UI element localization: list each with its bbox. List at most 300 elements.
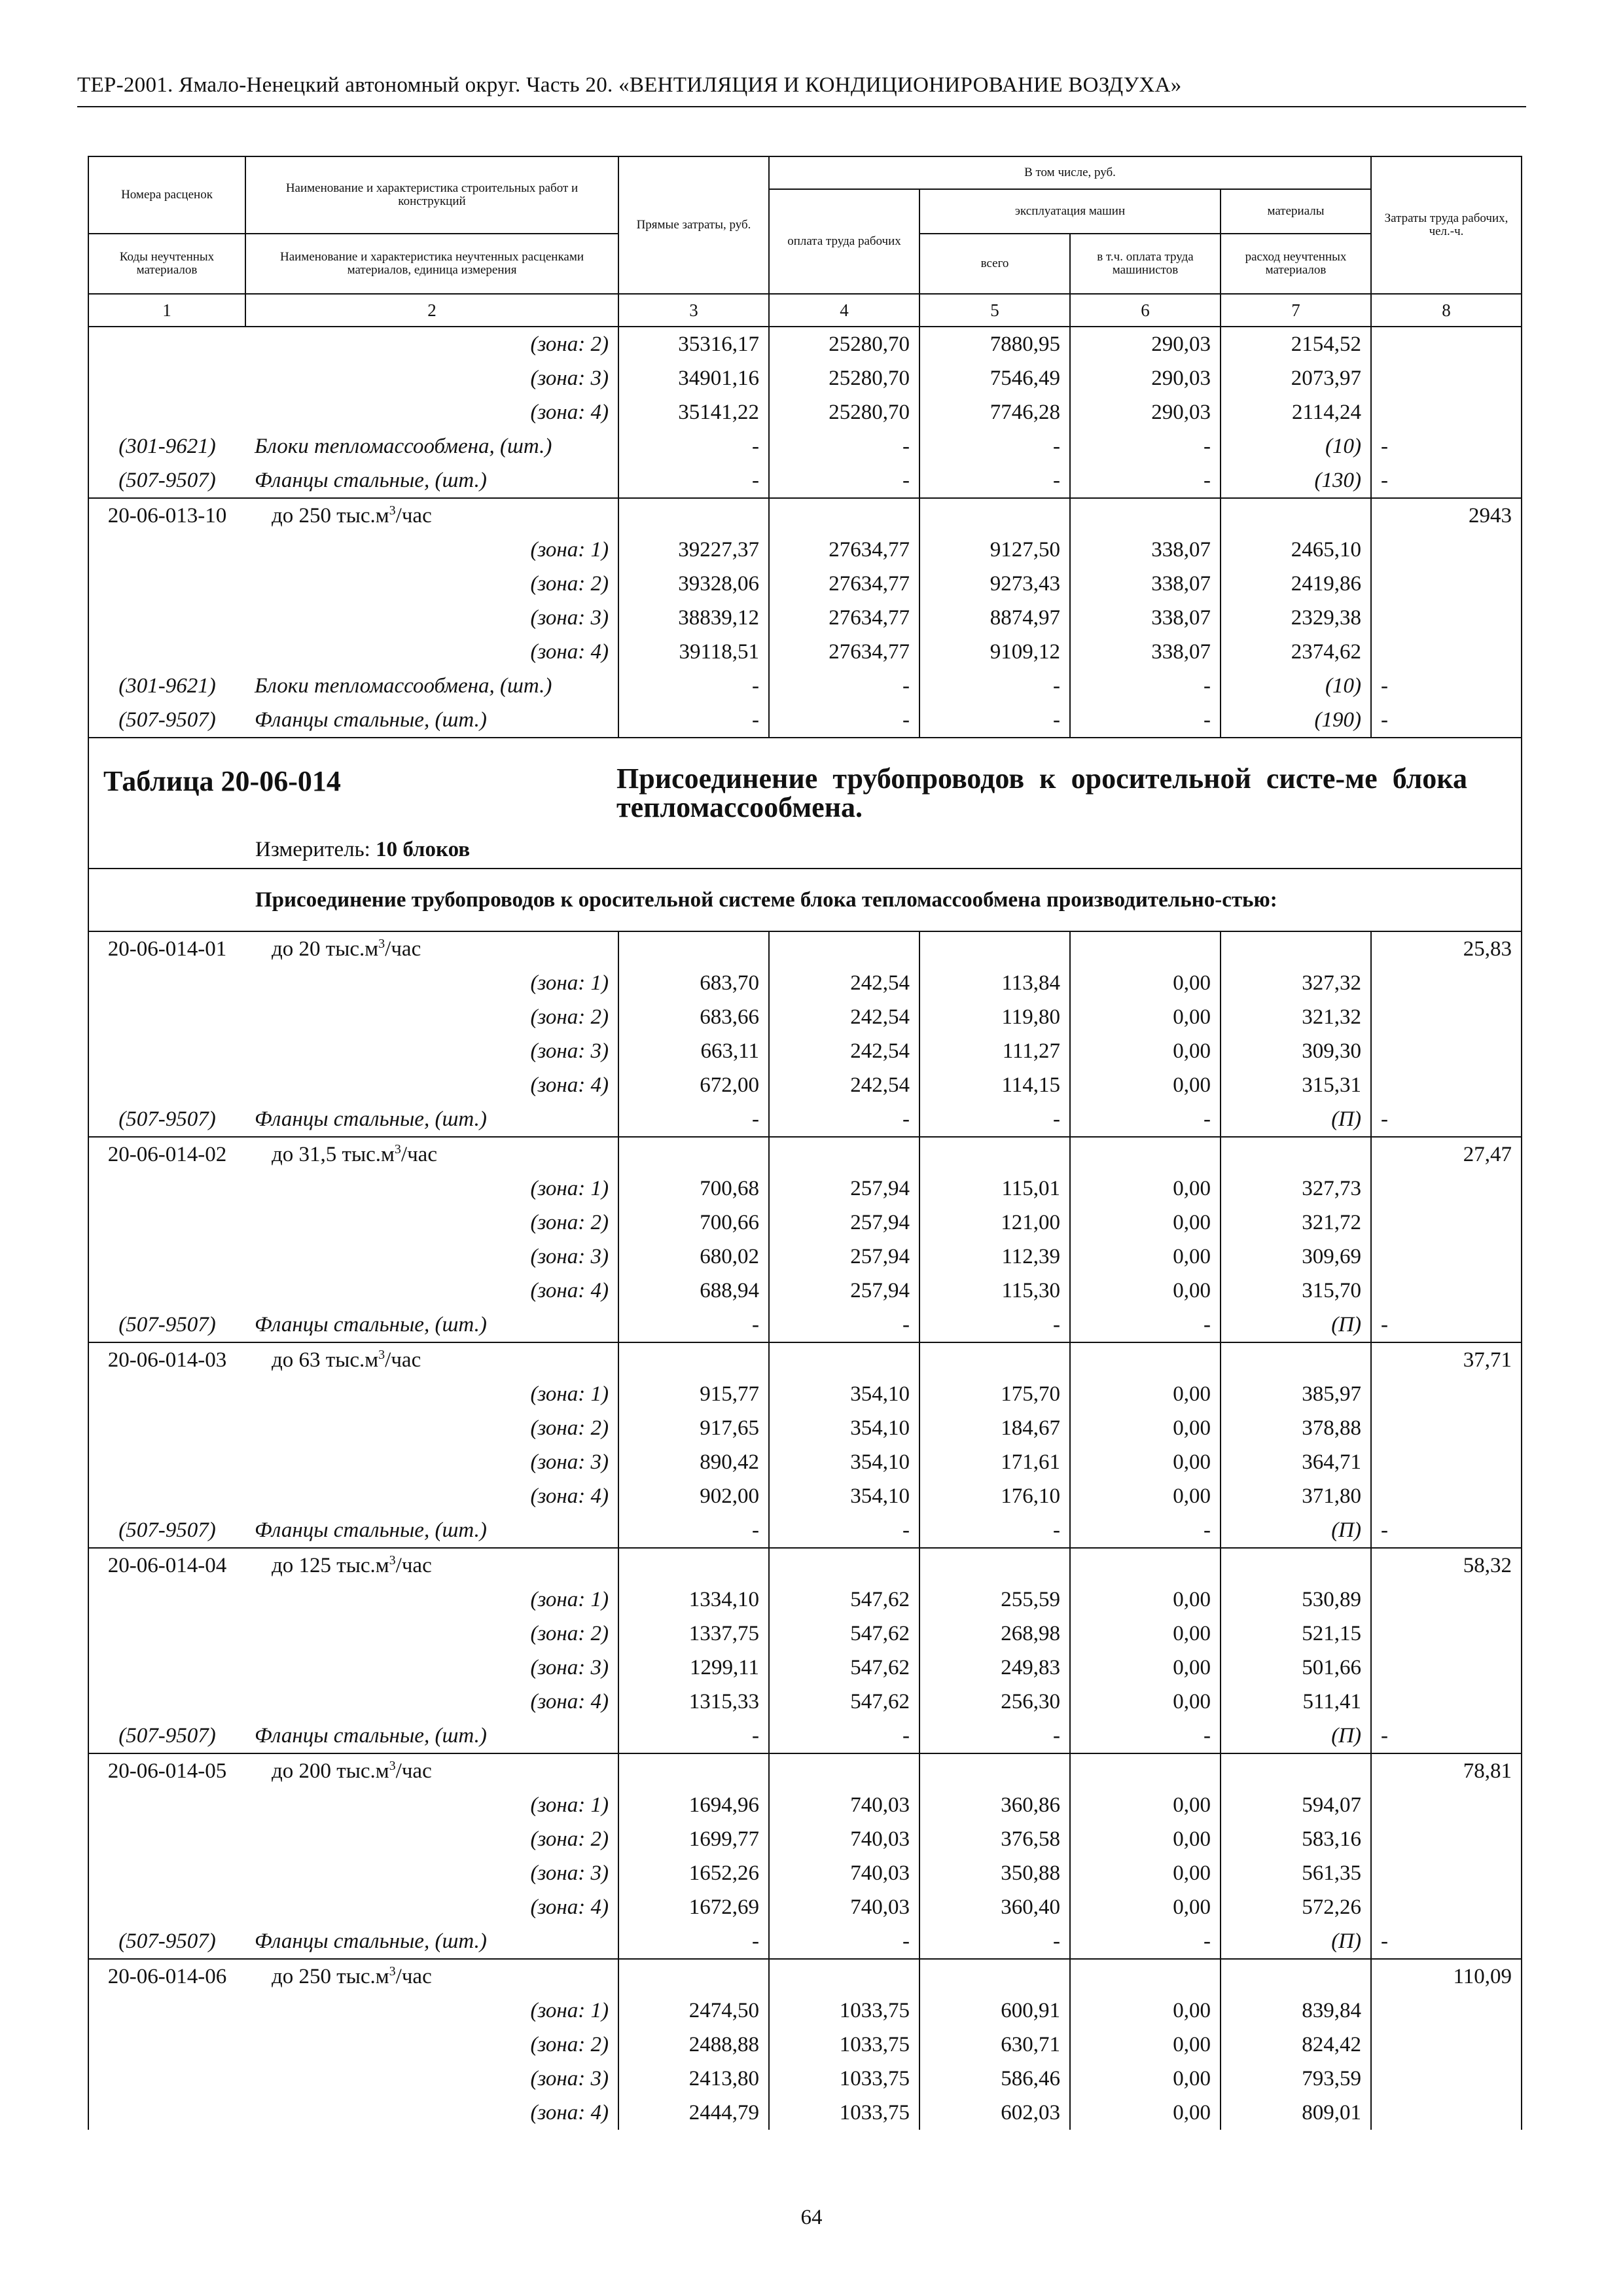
labor-pay-value: 25280,70 (769, 395, 919, 429)
dash-cell: - (919, 463, 1070, 498)
zone-label: (зона: 2) (530, 571, 609, 596)
material-name: Фланцы стальные, (шт.) (255, 1312, 487, 1336)
labor-costs-value (1371, 1685, 1522, 1719)
rate-name (245, 1548, 618, 1583)
labor-pay-value: 547,62 (769, 1651, 919, 1685)
direct-costs-value: 2444,79 (618, 2096, 769, 2130)
code-cell (88, 1274, 245, 1308)
col-machinists-pay: в т.ч. оплата труда машинистов (1070, 234, 1221, 294)
labor-costs-value: 27,47 (1371, 1137, 1522, 1172)
dash-cell: - (1371, 703, 1522, 738)
code-cell (88, 361, 245, 395)
code-cell (88, 1068, 245, 1102)
dash-cell: - (769, 429, 919, 463)
col-direct-costs: Прямые затраты, руб. (618, 156, 769, 294)
labor-costs-value (1371, 1445, 1522, 1479)
dash-cell: - (618, 1719, 769, 1753)
unit-exponent: 3 (389, 1964, 396, 1979)
code-cell (88, 966, 245, 1000)
zone-label: (зона: 4) (530, 1073, 609, 1097)
labor-costs-value (1371, 327, 1522, 361)
material-code: (507-9507) (88, 1513, 245, 1548)
material-quantity: (П) (1221, 1924, 1371, 1959)
machinists-pay-value: 0,00 (1070, 1856, 1221, 1890)
machinists-pay-value: 0,00 (1070, 966, 1221, 1000)
zone-row (88, 1240, 1522, 1274)
machines-total-value: 9127,50 (919, 533, 1070, 567)
materials-value: 315,31 (1221, 1068, 1371, 1102)
machines-total-value: 350,88 (919, 1856, 1070, 1890)
materials-value: 309,30 (1221, 1034, 1371, 1068)
empty-cell (618, 498, 769, 533)
labor-costs-value: 25,83 (1371, 931, 1522, 966)
machinists-pay-value: 290,03 (1070, 361, 1221, 395)
material-row (88, 703, 1522, 738)
unit-exponent: 3 (378, 936, 385, 951)
machinists-pay-value: 0,00 (1070, 1994, 1221, 2028)
zone-row (88, 1651, 1522, 1685)
labor-pay-value: 1033,75 (769, 2028, 919, 2062)
materials-value: 583,16 (1221, 1822, 1371, 1856)
col-number-8: 8 (1371, 294, 1522, 327)
rate-name-unit: /час (395, 1964, 432, 1988)
col-unaccounted-materials-cost: расход неучтенных материалов (1221, 234, 1371, 294)
unit-exponent: 3 (389, 1758, 396, 1773)
labor-costs-value (1371, 1651, 1522, 1685)
rate-code: 20-06-014-01 (88, 931, 245, 966)
labor-pay-value: 1033,75 (769, 2096, 919, 2130)
material-name: Фланцы стальные, (шт.) (255, 468, 487, 492)
machines-total-value: 119,80 (919, 1000, 1070, 1034)
code-cell (88, 1890, 245, 1924)
machines-total-value: 114,15 (919, 1068, 1070, 1102)
empty-cell (1070, 1342, 1221, 1377)
rate-code: 20-06-014-04 (88, 1548, 245, 1583)
dash-cell: - (769, 1719, 919, 1753)
empty-cell (618, 1959, 769, 1994)
machinists-pay-value: 0,00 (1070, 1651, 1221, 1685)
labor-pay-value: 547,62 (769, 1685, 919, 1719)
code-cell (88, 327, 245, 361)
machines-total-value: 255,59 (919, 1583, 1070, 1617)
machines-total-value: 111,27 (919, 1034, 1070, 1068)
material-code: (507-9507) (88, 703, 245, 738)
dash-cell: - (919, 429, 1070, 463)
table-label: Таблица 20-06-014 (103, 765, 341, 797)
col-unaccounted-names: Наименование и характеристика неучтенных расценками материалов, единица измерения (245, 234, 618, 294)
empty-cell (1221, 1548, 1371, 1583)
col-number-2: 2 (245, 294, 618, 327)
material-row (88, 1308, 1522, 1342)
zone-row (88, 601, 1522, 635)
direct-costs-value: 1315,33 (618, 1685, 769, 1719)
rate-name-text: до 31,5 тыс.м (272, 1142, 395, 1166)
labor-pay-value: 25280,70 (769, 327, 919, 361)
labor-costs-value: 110,09 (1371, 1959, 1522, 1994)
zone-row (88, 1206, 1522, 1240)
labor-pay-value: 27634,77 (769, 635, 919, 669)
labor-costs-value (1371, 601, 1522, 635)
labor-costs-value (1371, 1206, 1522, 1240)
material-row (88, 463, 1522, 498)
empty-cell (919, 1753, 1070, 1788)
direct-costs-value: 700,66 (618, 1206, 769, 1240)
dash-cell: - (1371, 669, 1522, 703)
empty-cell (919, 498, 1070, 533)
dash-cell: - (919, 1924, 1070, 1959)
labor-costs-value (1371, 2096, 1522, 2130)
code-cell (88, 2062, 245, 2096)
rate-name-unit: /час (385, 1348, 421, 1372)
empty-cell (769, 931, 919, 966)
material-name: Фланцы стальные, (шт.) (255, 1929, 487, 1953)
labor-costs-value (1371, 1240, 1522, 1274)
machines-total-value: 176,10 (919, 1479, 1070, 1513)
dash-cell: - (919, 703, 1070, 738)
running-header: ТЕР-2001. Ямало-Ненецкий автономный округ. Часть 20. «ВЕНТИЛЯЦИЯ И КОНДИЦИОНИРОВАНИЕ ВОЗДУХА» (77, 73, 1182, 97)
machinists-pay-value: 0,00 (1070, 2062, 1221, 2096)
labor-costs-value (1371, 567, 1522, 601)
zone-label: (зона: 4) (530, 1689, 609, 1713)
zone-label: (зона: 2) (530, 332, 609, 356)
machinists-pay-value: 338,07 (1070, 533, 1221, 567)
material-row (88, 1719, 1522, 1753)
machines-total-value: 7746,28 (919, 395, 1070, 429)
material-code: (507-9507) (88, 1719, 245, 1753)
rate-name (245, 931, 618, 966)
direct-costs-value: 672,00 (618, 1068, 769, 1102)
rate-name-text: до 20 тыс.м (272, 937, 379, 961)
machinists-pay-value: 0,00 (1070, 1788, 1221, 1822)
rate-code: 20-06-013-10 (88, 498, 245, 533)
direct-costs-value: 1337,75 (618, 1617, 769, 1651)
machines-total-value: 7546,49 (919, 361, 1070, 395)
empty-cell (1070, 1753, 1221, 1788)
materials-value: 327,73 (1221, 1172, 1371, 1206)
machinists-pay-value: 0,00 (1070, 1172, 1221, 1206)
material-name: Блоки тепломассообмена, (шт.) (255, 434, 552, 458)
labor-costs-value (1371, 1034, 1522, 1068)
code-cell (88, 1651, 245, 1685)
zone-row (88, 1411, 1522, 1445)
zone-label: (зона: 2) (530, 1827, 609, 1851)
direct-costs-value: 663,11 (618, 1034, 769, 1068)
rate-name-text: до 63 тыс.м (272, 1348, 379, 1372)
zone-label: (зона: 1) (530, 1998, 609, 2022)
direct-costs-value: 683,66 (618, 1000, 769, 1034)
labor-pay-value: 257,94 (769, 1172, 919, 1206)
col-labor-costs: Затраты труда рабочих, чел.-ч. (1371, 156, 1522, 294)
materials-value: 511,41 (1221, 1685, 1371, 1719)
rate-code: 20-06-014-03 (88, 1342, 245, 1377)
labor-pay-value: 242,54 (769, 966, 919, 1000)
machines-total-value: 586,46 (919, 2062, 1070, 2096)
dash-cell: - (1070, 669, 1221, 703)
rate-name-unit: /час (395, 503, 432, 528)
code-cell (88, 567, 245, 601)
direct-costs-value: 39328,06 (618, 567, 769, 601)
dash-cell: - (919, 1719, 1070, 1753)
rate-name-text: до 125 тыс.м (272, 1553, 389, 1577)
machines-total-value: 9273,43 (919, 567, 1070, 601)
zone-label: (зона: 4) (530, 1278, 609, 1302)
materials-value: 839,84 (1221, 1994, 1371, 2028)
material-quantity: (190) (1221, 703, 1371, 738)
table-caption (88, 738, 1522, 869)
machines-total-value: 175,70 (919, 1377, 1070, 1411)
zone-label: (зона: 4) (530, 639, 609, 664)
empty-cell (618, 1137, 769, 1172)
machines-total-value: 360,40 (919, 1890, 1070, 1924)
machines-total-value: 249,83 (919, 1651, 1070, 1685)
dash-cell: - (769, 1102, 919, 1137)
machines-total-value: 630,71 (919, 2028, 1070, 2062)
labor-pay-value: 257,94 (769, 1206, 919, 1240)
materials-value: 385,97 (1221, 1377, 1371, 1411)
code-cell (88, 2096, 245, 2130)
material-row (88, 1513, 1522, 1548)
materials-value: 364,71 (1221, 1445, 1371, 1479)
machinists-pay-value: 0,00 (1070, 2028, 1221, 2062)
materials-value: 824,42 (1221, 2028, 1371, 2062)
direct-costs-value: 2488,88 (618, 2028, 769, 2062)
machinists-pay-value: 0,00 (1070, 1890, 1221, 1924)
labor-pay-value: 354,10 (769, 1479, 919, 1513)
dash-cell: - (769, 669, 919, 703)
zone-label: (зона: 2) (530, 2032, 609, 2056)
zone-row (88, 2062, 1522, 2096)
rate-row (88, 1753, 1522, 1788)
machinists-pay-value: 0,00 (1070, 1274, 1221, 1308)
material-row (88, 1102, 1522, 1137)
zone-row (88, 1890, 1522, 1924)
empty-cell (618, 1753, 769, 1788)
labor-costs-value (1371, 2062, 1522, 2096)
machinists-pay-value: 338,07 (1070, 601, 1221, 635)
empty-cell (919, 1137, 1070, 1172)
empty-cell (769, 498, 919, 533)
materials-value: 793,59 (1221, 2062, 1371, 2096)
code-cell (88, 1411, 245, 1445)
materials-value: 378,88 (1221, 1411, 1371, 1445)
materials-value: 315,70 (1221, 1274, 1371, 1308)
labor-costs-value (1371, 1479, 1522, 1513)
zone-label: (зона: 1) (530, 971, 609, 995)
labor-pay-value: 740,03 (769, 1890, 919, 1924)
direct-costs-value: 917,65 (618, 1411, 769, 1445)
labor-pay-value: 354,10 (769, 1377, 919, 1411)
rate-name (245, 1753, 618, 1788)
zone-row (88, 1172, 1522, 1206)
rate-code: 20-06-014-05 (88, 1753, 245, 1788)
col-number-4: 4 (769, 294, 919, 327)
labor-pay-value: 27634,77 (769, 533, 919, 567)
materials-value: 2465,10 (1221, 533, 1371, 567)
material-code: (301-9621) (88, 669, 245, 703)
zone-label: (зона: 3) (530, 1244, 609, 1268)
unit-exponent: 3 (394, 1141, 401, 1157)
empty-cell (1070, 931, 1221, 966)
direct-costs-value: 680,02 (618, 1240, 769, 1274)
direct-costs-value: 1694,96 (618, 1788, 769, 1822)
labor-pay-value: 1033,75 (769, 2062, 919, 2096)
dash-cell: - (1371, 1719, 1522, 1753)
material-name: Фланцы стальные, (шт.) (255, 1107, 487, 1131)
table-subheading (88, 869, 1522, 931)
meter-value: 10 блоков (376, 838, 471, 861)
empty-cell (1070, 1548, 1221, 1583)
col-including: В том числе, руб. (769, 156, 1371, 189)
zone-row (88, 2028, 1522, 2062)
dash-cell: - (1070, 429, 1221, 463)
materials-value: 2154,52 (1221, 327, 1371, 361)
machinists-pay-value: 0,00 (1070, 1685, 1221, 1719)
zone-row (88, 1445, 1522, 1479)
dash-cell: - (1070, 463, 1221, 498)
meter-label: Измеритель: (255, 838, 370, 861)
machines-total-value: 256,30 (919, 1685, 1070, 1719)
machinists-pay-value: 338,07 (1070, 635, 1221, 669)
labor-pay-value: 25280,70 (769, 361, 919, 395)
materials-value: 321,32 (1221, 1000, 1371, 1034)
machinists-pay-value: 290,03 (1070, 395, 1221, 429)
zone-row (88, 567, 1522, 601)
materials-value: 572,26 (1221, 1890, 1371, 1924)
labor-costs-value (1371, 1068, 1522, 1102)
rate-name-unit: /час (401, 1142, 437, 1166)
direct-costs-value: 2474,50 (618, 1994, 769, 2028)
direct-costs-value: 39227,37 (618, 533, 769, 567)
labor-pay-value: 27634,77 (769, 601, 919, 635)
zone-row (88, 361, 1522, 395)
rate-name (245, 1959, 618, 1994)
labor-pay-value: 740,03 (769, 1822, 919, 1856)
dash-cell: - (1371, 463, 1522, 498)
col-machine-operation: эксплуатация машин (919, 189, 1221, 234)
labor-costs-value: 37,71 (1371, 1342, 1522, 1377)
dash-cell: - (769, 703, 919, 738)
labor-costs-value: 2943 (1371, 498, 1522, 533)
dash-cell: - (1070, 1719, 1221, 1753)
material-quantity: (П) (1221, 1308, 1371, 1342)
zone-row (88, 966, 1522, 1000)
unit-exponent: 3 (378, 1347, 385, 1362)
labor-costs-value (1371, 1617, 1522, 1651)
zone-label: (зона: 2) (530, 1621, 609, 1645)
material-quantity: (130) (1221, 463, 1371, 498)
rate-name (245, 1137, 618, 1172)
machinists-pay-value: 0,00 (1070, 1240, 1221, 1274)
labor-pay-value: 242,54 (769, 1034, 919, 1068)
subheading-cell (88, 869, 1522, 931)
labor-pay-value: 27634,77 (769, 567, 919, 601)
material-code: (507-9507) (88, 1924, 245, 1959)
zone-label: (зона: 4) (530, 1895, 609, 1919)
machines-total-value: 9109,12 (919, 635, 1070, 669)
dash-cell: - (618, 669, 769, 703)
direct-costs-value: 35141,22 (618, 395, 769, 429)
code-cell (88, 1788, 245, 1822)
dash-cell: - (1070, 1513, 1221, 1548)
material-quantity: (10) (1221, 429, 1371, 463)
col-materials: материалы (1221, 189, 1371, 234)
dash-cell: - (919, 1513, 1070, 1548)
labor-costs-value (1371, 2028, 1522, 2062)
labor-pay-value: 547,62 (769, 1583, 919, 1617)
material-row (88, 429, 1522, 463)
materials-value: 2329,38 (1221, 601, 1371, 635)
zone-label: (зона: 1) (530, 537, 609, 562)
code-cell (88, 1445, 245, 1479)
machinists-pay-value: 0,00 (1070, 1411, 1221, 1445)
zone-label: (зона: 3) (530, 1450, 609, 1474)
zone-label: (зона: 1) (530, 1793, 609, 1817)
dash-cell: - (769, 463, 919, 498)
code-cell (88, 1377, 245, 1411)
machines-total-value: 115,01 (919, 1172, 1070, 1206)
dash-cell: - (919, 1102, 1070, 1137)
zone-label: (зона: 3) (530, 1655, 609, 1679)
empty-cell (919, 1548, 1070, 1583)
material-quantity: (П) (1221, 1513, 1371, 1548)
materials-value: 561,35 (1221, 1856, 1371, 1890)
zone-label: (зона: 1) (530, 1176, 609, 1200)
empty-cell (1070, 1959, 1221, 1994)
materials-value: 530,89 (1221, 1583, 1371, 1617)
direct-costs-value: 1652,26 (618, 1856, 769, 1890)
empty-cell (618, 1342, 769, 1377)
labor-costs-value (1371, 1583, 1522, 1617)
code-cell (88, 1822, 245, 1856)
col-number-7: 7 (1221, 294, 1371, 327)
labor-costs-value (1371, 1172, 1522, 1206)
material-code: (507-9507) (88, 1102, 245, 1137)
machinists-pay-value: 0,00 (1070, 2096, 1221, 2130)
code-cell (88, 1617, 245, 1651)
labor-costs-value: 78,81 (1371, 1753, 1522, 1788)
unit-exponent: 3 (389, 1552, 396, 1568)
labor-costs-value (1371, 1994, 1522, 2028)
empty-cell (769, 1959, 919, 1994)
materials-value: 521,15 (1221, 1617, 1371, 1651)
zone-row (88, 1377, 1522, 1411)
empty-cell (618, 931, 769, 966)
empty-cell (769, 1137, 919, 1172)
machines-total-value: 268,98 (919, 1617, 1070, 1651)
labor-costs-value (1371, 1822, 1522, 1856)
material-code: (507-9507) (88, 463, 245, 498)
machinists-pay-value: 0,00 (1070, 1034, 1221, 1068)
rate-name (245, 1342, 618, 1377)
labor-costs-value (1371, 1890, 1522, 1924)
zone-row (88, 1479, 1522, 1513)
material-quantity: (П) (1221, 1719, 1371, 1753)
col-machines-total: всего (919, 234, 1070, 294)
material-code: (507-9507) (88, 1308, 245, 1342)
labor-costs-value (1371, 1856, 1522, 1890)
zone-row (88, 635, 1522, 669)
rate-name (245, 498, 618, 533)
labor-costs-value (1371, 1000, 1522, 1034)
empty-cell (1221, 931, 1371, 966)
dash-cell: - (1070, 703, 1221, 738)
labor-costs-value (1371, 1377, 1522, 1411)
direct-costs-value: 1299,11 (618, 1651, 769, 1685)
labor-pay-value: 242,54 (769, 1000, 919, 1034)
zone-row (88, 1068, 1522, 1102)
unit-exponent: 3 (389, 503, 396, 518)
rate-name-text: до 200 тыс.м (272, 1759, 389, 1783)
